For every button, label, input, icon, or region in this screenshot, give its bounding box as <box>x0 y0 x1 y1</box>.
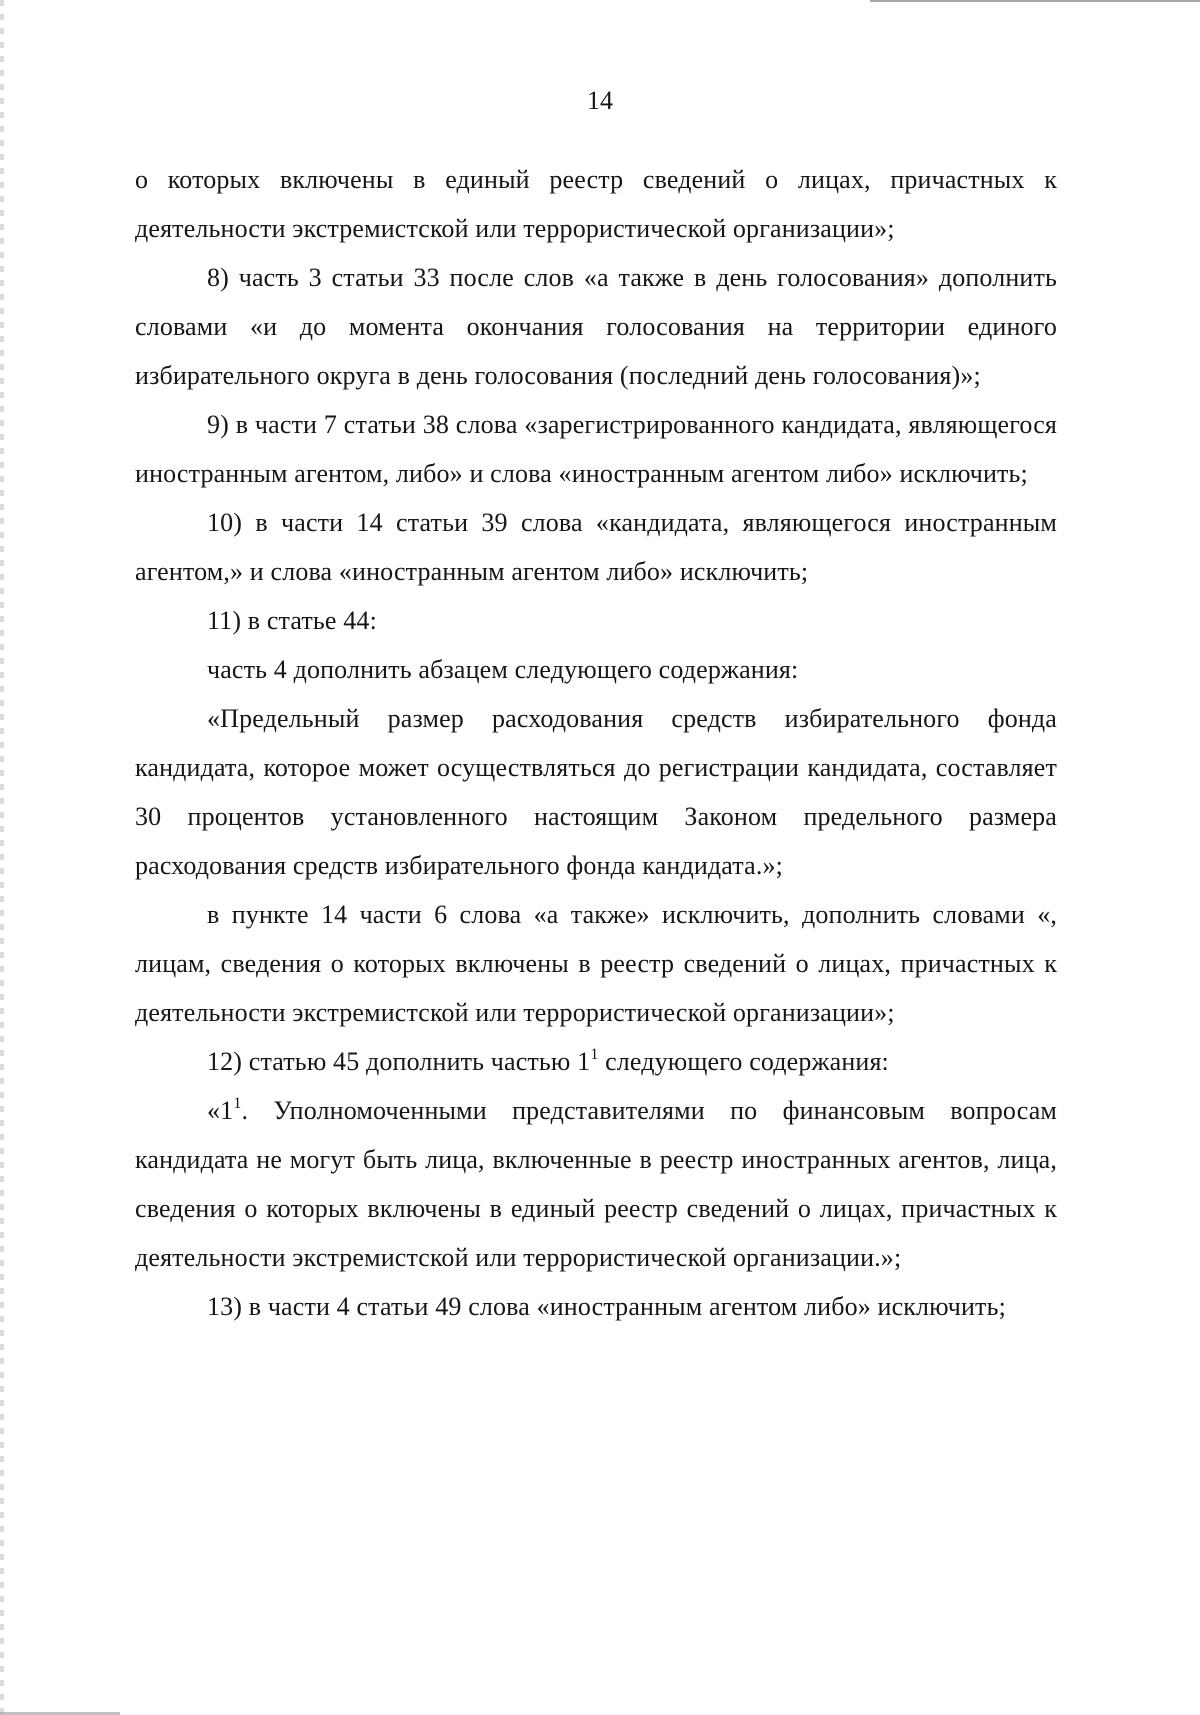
part-1-1-superscript: 1 <box>233 1095 242 1112</box>
scan-edge-artifact <box>0 0 4 1715</box>
paragraph-item-12 <box>135 1037 1057 1086</box>
item-12-text-after: следующего содержания: <box>598 1047 889 1076</box>
part-1-1-text-before: «1 <box>207 1096 234 1125</box>
paragraph-item-10: 10) в части 14 статьи 39 слова «кандидата, являющегося иностранным агентом,» и слова «иностранным агентом либо» исключить; <box>135 508 1057 586</box>
paragraph-point-14: в пункте 14 части 6 слова «а также» исключить, дополнить словами «, лицам, сведения о которых включены в реестр сведений о лицах, причастных к деятельности экстремистской или террористической организации»; <box>135 900 1057 1027</box>
paragraph-item-13: 13) в части 4 статьи 49 слова «иностранным агентом либо» исключить; <box>207 1292 1006 1321</box>
item-12-superscript: 1 <box>590 1046 599 1063</box>
paragraph-part-4: часть 4 дополнить абзацем следующего содержания: <box>207 655 799 684</box>
paragraph-item-9: 9) в части 7 статьи 38 слова «зарегистрированного кандидата, являющегося иностранным агентом, либо» и слова «иностранным агентом либо» исключить; <box>135 410 1057 488</box>
page-number: 14 <box>587 86 613 115</box>
paragraph-quoted-limit: «Предельный размер расходования средств избирательного фонда кандидата, которое может осуществляться до регистрации кандидата, составляет 30 процентов установленного настоящим Законом предельного размера расходования средств избирательного фонда кандидата.»; <box>135 704 1057 880</box>
part-1-1-text-after: . Уполномоченными представителями по финансовым вопросам кандидата не могут быть лица, включенные в реестр иностранных агентов, лица, сведения о которых включены в единый реестр сведений о лицах, причастных к деятельности экстремистской или террористической организации.»; <box>135 1096 1057 1272</box>
paragraph-continuation: о которых включены в единый реестр сведений о лицах, причастных к деятельности экстремистской или террористической организации»; <box>135 165 1057 243</box>
paragraph-item-11: 11) в статье 44: <box>207 606 377 635</box>
scan-top-artifact <box>870 0 1200 2</box>
document-text <box>135 155 1057 1331</box>
paragraph-item-8: 8) часть 3 статьи 33 после слов «а также в день голосования» дополнить словами «и до момента окончания голосования на территории единого избирательного округа в день голосования (последний день голосования)»; <box>135 263 1057 390</box>
item-12-text-before: 12) статью 45 дополнить частью 1 <box>207 1047 591 1076</box>
paragraph-part-1-1 <box>135 1086 1057 1282</box>
